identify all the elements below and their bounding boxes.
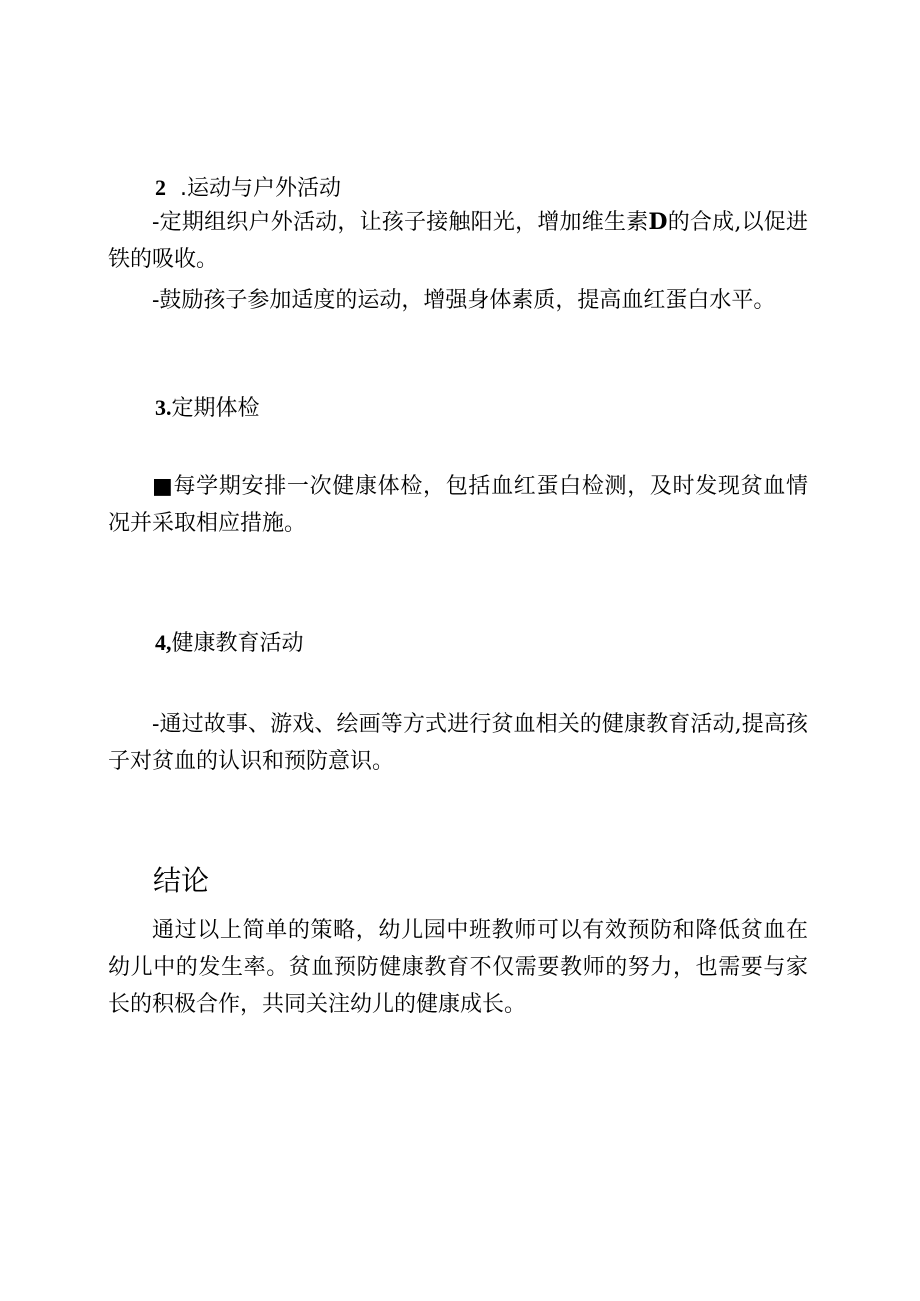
conclusion-body: 通过以上简单的策略，幼儿园中班教师可以有效预防和降低贫血在幼儿中的发生率。贫血预防健康教育不仅需要教师的努力，也需要与家长的积极合作，共同关注幼儿的健康成长。	[108, 918, 808, 1017]
section-3-number: 3.	[155, 395, 172, 420]
section-2-number: 2	[155, 175, 166, 200]
section-2-item-1	[108, 204, 808, 278]
conclusion-title: 结论	[153, 864, 210, 897]
section-2-heading	[155, 174, 341, 203]
section-3-item-1: ■每学期安排一次健康体检，包括血红蛋白检测，及时发现贫血情况并采取相应措施。	[108, 474, 808, 536]
section-4-item-1: -通过故事、游戏、绘画等方式进行贫血相关的健康教育活动,提高孩子对贫血的认识和预防意识。	[108, 712, 808, 774]
section-4-heading	[155, 629, 304, 658]
section-2-item-1-text-b: 的合成,以促进铁的吸收。	[108, 210, 809, 272]
section-2-item-1-bold: D	[648, 209, 668, 235]
section-2-item-2: -鼓励孩子参加适度的运动，增强身体素质，提高血红蛋白水平。	[152, 288, 776, 313]
section-3-title: 定期体检	[171, 396, 260, 421]
section-4-number: 4,	[155, 630, 172, 655]
section-2-item-1-text-a: -定期组织户外活动，让孩子接触阳光，增加维生素	[152, 210, 649, 235]
section-4-title: 健康教育活动	[171, 631, 304, 656]
section-2-title: .运动与户外活动	[180, 176, 341, 201]
section-3-heading	[155, 394, 260, 423]
